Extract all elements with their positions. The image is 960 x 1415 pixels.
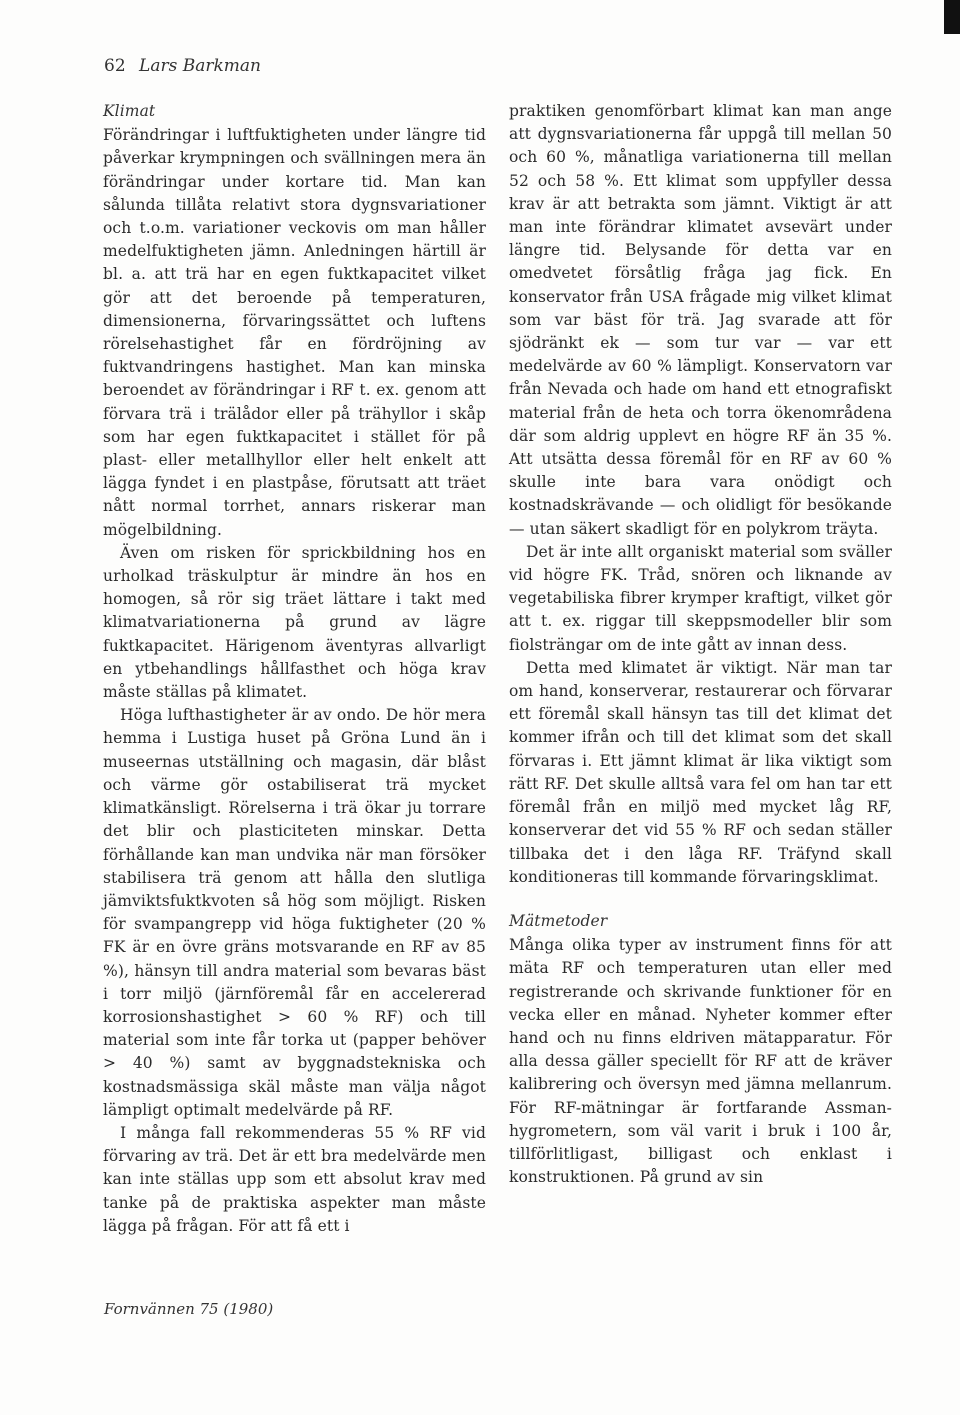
paragraph: Förändringar i luftfuktigheten under längre tid påverkar krympningen och svällningen mera än förändringar under kortare tid. Man kan sålunda tillåta relativt stora dygnsvariationer och t.o.m. variationer veckovis om man håller medelfuktigheten jämn. Anledningen härtill är bl. a. att trä har en egen fuktkapacitet vilket gör att det beroende på temperaturen, dimensionerna, förvaringssättet och luftens rörelsehastighet får en fördröjning av fuktvandringens hastighet. Man kan minska beroendet av förändringar i RF t. ex. genom att förvara trä i trälådor eller på trähyllor i skåp som har egen fuktkapacitet i stället för på plast- eller metallhyllor eller helt enkelt att lägga fyndet i en plastpåse, förutsatt att träet nått normal torrhet, annars riskerar man mögelbildning. [103, 126, 486, 539]
paragraph: Många olika typer av instrument finns för att mäta RF och temperaturen utan eller med registrerande och skrivande funktioner för en vecka eller en månad. Nyheter kommer efter hand och nu finns eldriven mätapparatur. För alla dessa gäller speciellt för RF att de kräver kalibrering och översyn med jämna mellanrum. För RF-mätningar är fortfarande Assman-hygrometern, som väl varit i bruk i 100 år, tillförlitligast, billigast och enklast i konstruktionen. På grund av sin [509, 936, 892, 1187]
running-head-author: Lars Barkman [139, 56, 261, 76]
running-header [104, 56, 261, 76]
paragraph: Även om risken för sprickbildning hos en urholkad träskulptur är mindre än hos en homogen, så rör sig träet lättare i takt med klimatvariationerna på grund av lägre fuktkapacitet. Härigenom äventyras allvarligt en ytbehandlings hållfasthet och höga krav måste ställas på klimatet. [103, 543, 486, 702]
paragraph: Höga lufthastigheter är av ondo. De hör mera hemma i Lustiga huset på Gröna Lund än i museernas utställning och magasin, där blåst och värme gör ostabiliserat trä mycket klimatkänsligt. Rörelserna i trä ökar ju torrare det blir och plasticiteten minskar. Detta förhållande kan man undvika när man försöker stabilisera trä genom att hålla den slutliga jämviktsfuktkvoten så hög som möjligt. Risken för svampangrepp vid höga fuktigheter (20 % FK är en övre gräns motsvarande en RF av 85 %), hänsyn till andra material som bevaras bäst i torr miljö (järnföremål får en accelererad korrosionshastighet > 60 % RF) och till material som inte får torka ut (papper behöver > 40 %) samt av byggnadstekniska och kostnadsmässiga skäl måste man välja något lämpligt optimalt medelvärde på RF. [103, 706, 486, 1119]
section-heading-klimat: Klimat [103, 102, 156, 120]
section-heading-matmetoder: Mätmetoder [509, 911, 608, 930]
paragraph: praktiken genomförbart klimat kan man ange att dygnsvariationerna får uppgå till mellan 50 och 60 %, månatliga variationerna till mellan 52 och 58 %. Ett klimat som uppfyller dessa krav är att betrakta som jämnt. Viktigt är att man inte förändrar klimatet avsevärt under längre tid. Belysande för detta var en omedvetet försåtlig fråga jag fick. En konservator från USA frågade mig vilket klimat som var bäst för trä. Jag svarade att för sjödränkt ek — som tur var — var ett medelvärde av 60 % lämpligt. Konservatorn var från Nevada och hade om hand ett etnografiskt material från de heta och torra ökenområdena där som aldrig upplevt en högre RF än 35 %. Att utsätta dessa föremål för en RF av 60 % skulle inte bara vara onödigt och kostnadskrävande — och olidligt för besökande — utan säkert skadligt för en polykrom träyta. [509, 102, 892, 538]
journal-footer: Fornvännen 75 (1980) [104, 1300, 274, 1318]
scan-corner-mark [944, 0, 960, 34]
paragraph: Det är inte allt organiskt material som sväller vid högre FK. Tråd, snören och liknande av vegetabiliska fibrer krymper kraftigt, vilket gör att t. ex. riggar till skeppsmodeller blir som fiolsträngar om de inte gått av innan dess. [509, 542, 892, 654]
page-number: 62 [104, 56, 126, 76]
left-column [103, 100, 486, 1238]
paragraph: I många fall rekommenderas 55 % RF vid förvaring av trä. Det är ett bra medelvärde men kan inte ställas upp som ett absolut krav med tanke på de praktiska aspekter man måste lägga på frågan. För att få ett i [103, 1123, 486, 1235]
paragraph: Detta med klimatet är viktigt. När man tar om hand, konserverar, restaurerar och förvarar ett föremål skall hänsyn tas till det klimat det kommer ifrån och till det klimat som det skall förvaras i. Ett jämnt klimat är lika viktigt som rätt RF. Det skulle alltså vara fel om han tar ett föremål från en miljö med mycket låg RF, konserverar det vid 55 % RF och sedan ställer tillbaka det i den låga RF. Träfynd skall konditioneras till kommande förvaringsklimat. [509, 658, 892, 886]
right-column [509, 100, 892, 1189]
